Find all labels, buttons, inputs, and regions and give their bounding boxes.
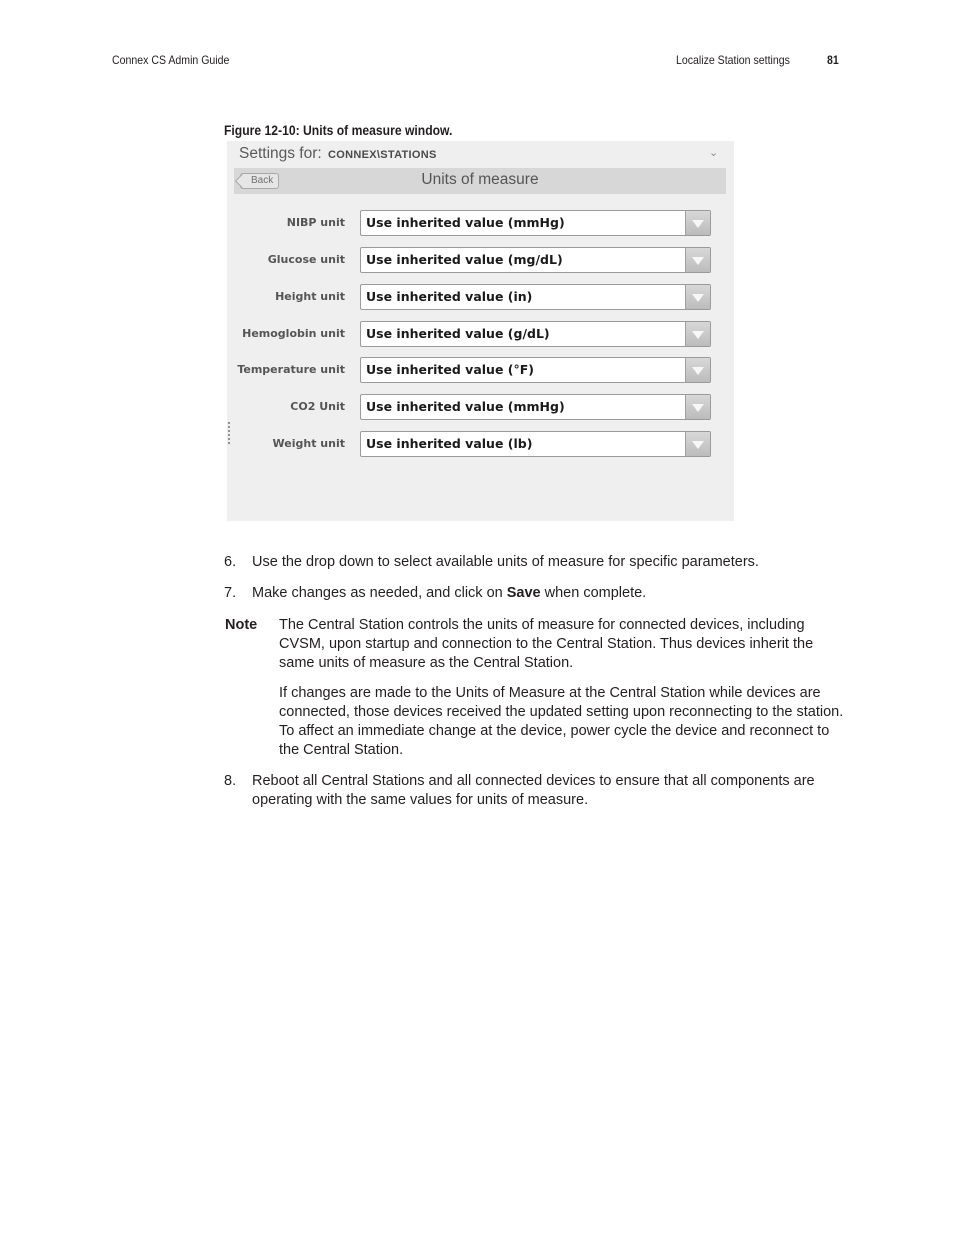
step-7-number: 7. <box>224 585 237 601</box>
units-of-measure-window <box>227 141 734 521</box>
hemoglobin-unit-select[interactable] <box>360 321 711 347</box>
window-title-bar <box>234 168 726 194</box>
glucose-unit-value: Use inherited value (mg/dL) <box>366 252 563 267</box>
step-7-text-before: Make changes as needed, and click on <box>252 585 507 601</box>
settings-path: CONNEX\STATIONS <box>328 149 437 161</box>
chevron-down-icon[interactable]: ⌄ <box>709 147 719 159</box>
temperature-unit-select[interactable] <box>360 357 711 383</box>
figure-caption: Figure 12-10: Units of measure window. <box>224 123 453 138</box>
step-7-text <box>252 584 852 603</box>
dropdown-arrow-icon[interactable] <box>685 432 710 456</box>
resize-grip-icon[interactable] <box>227 421 231 445</box>
page-number: 81 <box>827 53 839 67</box>
glucose-unit-label: Glucose unit <box>267 253 345 266</box>
window-title: Units of measure <box>421 171 539 188</box>
temperature-unit-row <box>227 357 734 383</box>
dropdown-arrow-icon[interactable] <box>685 322 710 346</box>
nibp-unit-row <box>227 210 734 236</box>
running-header-section-title: Localize Station settings <box>676 53 790 67</box>
nibp-unit-select[interactable] <box>360 210 711 236</box>
nibp-unit-label: NIBP unit <box>286 216 345 229</box>
height-unit-row <box>227 284 734 310</box>
dropdown-arrow-icon[interactable] <box>685 248 710 272</box>
running-header-guide-title: Connex CS Admin Guide <box>112 53 230 67</box>
temperature-unit-value: Use inherited value (°F) <box>366 362 534 377</box>
step-8-number: 8. <box>224 773 237 789</box>
weight-unit-select[interactable] <box>360 431 711 457</box>
dropdown-arrow-icon[interactable] <box>685 285 710 309</box>
note-paragraph-2: If changes are made to the Units of Measure at the Central Station while devices are connected, those devices received the updated setting upon reconnecting to the station. To affect an immediate change at the device, power cycle the device and reconnect to the Central Station. <box>279 685 844 758</box>
co2-unit-value: Use inherited value (mmHg) <box>366 399 565 414</box>
settings-for-label: Settings for: <box>239 145 322 162</box>
dropdown-arrow-icon[interactable] <box>685 211 710 235</box>
hemoglobin-unit-label: Hemoglobin unit <box>242 327 345 340</box>
step-6-number: 6. <box>224 554 237 570</box>
height-unit-label: Height unit <box>275 290 345 303</box>
save-emphasis: Save <box>506 585 541 601</box>
dropdown-arrow-icon[interactable] <box>685 395 710 419</box>
nibp-unit-value: Use inherited value (mmHg) <box>366 215 565 230</box>
glucose-unit-row <box>227 247 734 273</box>
co2-unit-row <box>227 394 734 420</box>
height-unit-value: Use inherited value (in) <box>366 289 533 304</box>
weight-unit-value: Use inherited value (lb) <box>366 436 533 451</box>
weight-unit-row <box>227 431 734 457</box>
note-paragraph-1: The Central Station controls the units of measure for connected devices, including CVSM, upon startup and connection to the Central Station. Thus devices inherit the same units of measure as the Central Station. <box>279 617 814 671</box>
step-6-text: Use the drop down to select available units of measure for specific parameters. <box>252 554 759 570</box>
co2-unit-label: CO2 Unit <box>290 400 345 413</box>
dropdown-arrow-icon[interactable] <box>685 358 710 382</box>
hemoglobin-unit-row <box>227 321 734 347</box>
step-7-text-after: when complete. <box>540 585 647 601</box>
settings-for-heading <box>239 145 437 163</box>
step-8-text: Reboot all Central Stations and all connected devices to ensure that all components are operating with the same values for units of measure. <box>252 773 815 808</box>
back-button[interactable]: Back <box>240 173 279 189</box>
note-label: Note <box>225 617 258 633</box>
hemoglobin-unit-value: Use inherited value (g/dL) <box>366 326 550 341</box>
temperature-unit-label: Temperature unit <box>237 363 345 376</box>
weight-unit-label: Weight unit <box>272 437 345 450</box>
co2-unit-select[interactable] <box>360 394 711 420</box>
height-unit-select[interactable] <box>360 284 711 310</box>
glucose-unit-select[interactable] <box>360 247 711 273</box>
